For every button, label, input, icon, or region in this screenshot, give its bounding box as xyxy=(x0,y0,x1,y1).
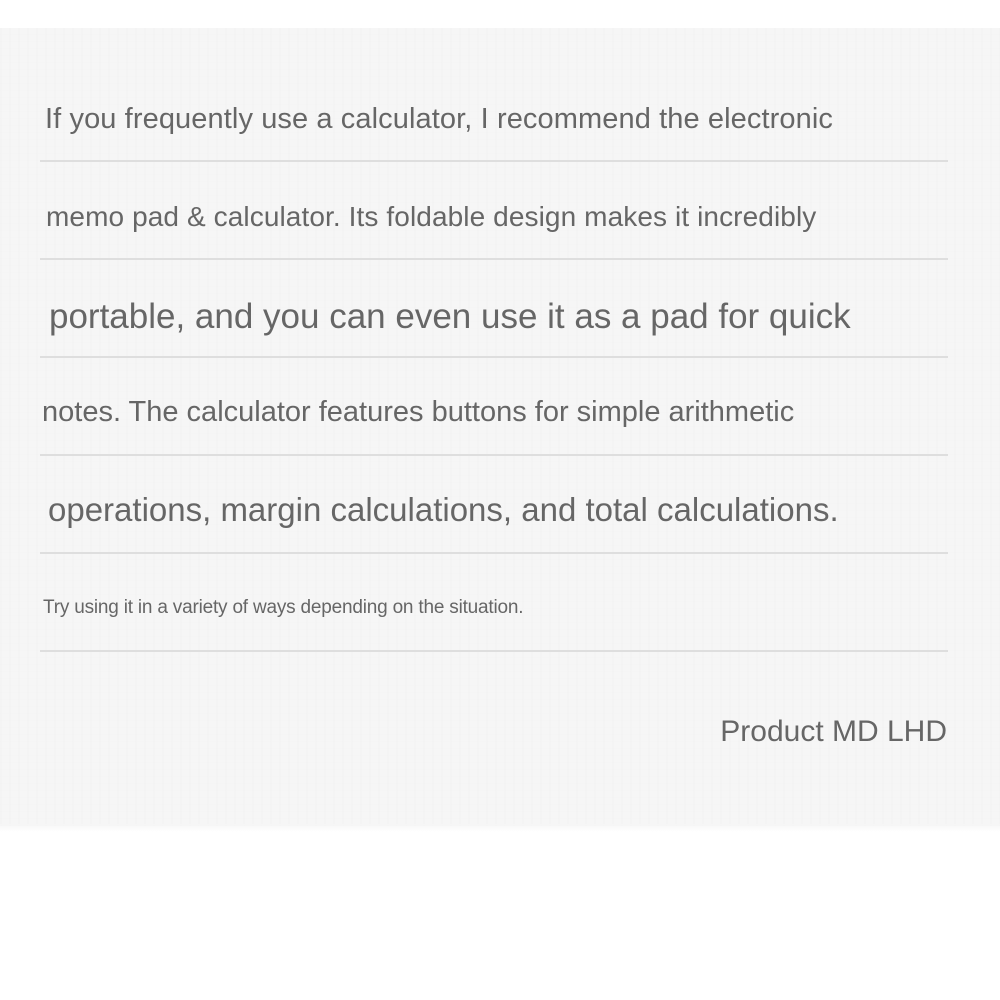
memo-line-2: memo pad & calculator. Its foldable design makes it incredibly xyxy=(46,201,817,232)
memo-line-4: notes. The calculator features buttons for simple arithmetic xyxy=(42,396,795,428)
ruled-line-divider xyxy=(40,650,948,652)
ruled-line-divider xyxy=(40,356,948,358)
ruled-line-divider xyxy=(40,454,948,456)
ruled-line-divider xyxy=(40,160,948,162)
ruled-line-divider xyxy=(40,258,948,260)
memo-line-6: Try using it in a variety of ways depending on the situation. xyxy=(43,597,524,618)
memo-line-5: operations, margin calculations, and total calculations. xyxy=(48,491,839,528)
memo-line-1: If you frequently use a calculator, I recommend the electronic xyxy=(45,103,833,135)
signature: Product MD LHD xyxy=(720,715,947,748)
memo-line-3: portable, and you can even use it as a pad for quick xyxy=(49,297,851,336)
ruled-line-divider xyxy=(40,552,948,554)
